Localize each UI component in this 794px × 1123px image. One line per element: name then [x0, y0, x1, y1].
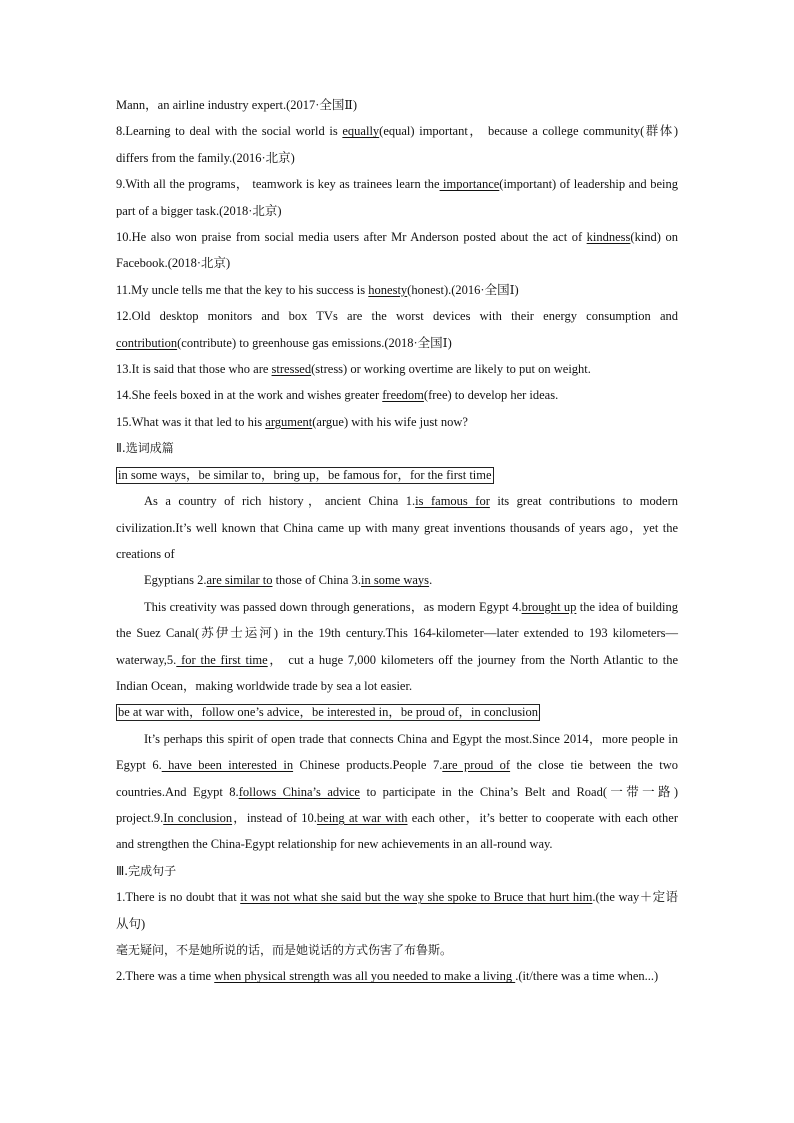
answer-blank: equally [342, 124, 380, 139]
answer-blank: importance [439, 177, 500, 192]
passage-paragraph-1: As a country of rich history，ancient China 1.is famous for its great contributions to modern civilization.It’s well known that China came up with many great inventions thousands of years ago，yet the creations of [116, 494, 678, 561]
word-box-1: in some ways，be similar to，bring up，be famous for，for the first time [118, 467, 492, 482]
sentence-1-translation: 毫无疑问，不是她所说的话，而是她说话的方式伤害了布鲁斯。 [116, 943, 453, 957]
item-9: 9.With all the programs， teamwork is key as trainees learn the importance(important) of leadership and being part of a bigger task.(2018·北京) [116, 177, 678, 218]
answer-blank: freedom [382, 388, 424, 403]
answer-blank: contribution [116, 335, 178, 350]
answer-blank: In conclusion [163, 810, 233, 825]
word-box-1-row [116, 462, 678, 488]
section-2-heading: Ⅱ.选词成篇 [116, 441, 174, 456]
answer-blank: is famous for [415, 494, 490, 509]
answer-blank: are similar to [206, 573, 273, 588]
word-box-2-row [116, 699, 678, 725]
answer-blank: follows China’s advice [238, 784, 360, 799]
passage-paragraph-3: This creativity was passed down through generations，as modern Egypt 4.brought up the idea of building the Suez Canal(苏伊士运河) in the 19th century.This 164-kilometer—later extended to 193 kilometers—waterway,5. for the first time， cut a huge 7,000 kilometers off the journey from the North Atlantic to the Indian Ocean，making worldwide trade by sea a lot easier. [116, 599, 679, 693]
passage-paragraph-4: It’s perhaps this spirit of open trade that connects China and Egypt the most.Since 2014，more people in Egypt 6. have been interested in Chinese products.People 7.are proud of the close tie between the two countries.And Egypt 8.follows China’s advice to participate in the China’s Belt and Road(一带一路) project.9.In conclusion，instead of 10.being at war with each other，it’s better to cooperate with each other and strengthen the China-Egypt relationship for new achievements in an all-round way. [116, 731, 678, 852]
passage-paragraph-2: Egyptians 2.are similar to those of China 3.in some ways. [144, 573, 433, 588]
answer-blank: are proud of [442, 758, 511, 773]
answer-blank: being at war with [316, 810, 408, 825]
sentence-1: 1.There is no doubt that it was not what she said but the way she spoke to Bruce that hurt him.(the way＋定语从句) [116, 890, 678, 931]
word-box-2: be at war with，follow one’s advice，be interested in，be proud of，in conclusion [118, 705, 539, 720]
item-10: 10.He also won praise from social media users after Mr Anderson posted about the act of kindness(kind) on Facebook.(2018·北京) [116, 230, 678, 271]
item-8: 8.Learning to deal with the social world is equally(equal) important， because a college community(群体) differs from the family.(2016·北京) [116, 124, 678, 165]
document-content [116, 92, 678, 990]
item-11: 11.My uncle tells me that the key to his success is honesty(honest).(2016·全国Ⅰ) [116, 282, 519, 297]
answer-blank: kindness [586, 230, 631, 245]
item-12: 12.Old desktop monitors and box TVs are the worst devices with their energy consumption and contribution(contribute) to greenhouse gas emissions.(2018·全国Ⅰ) [116, 309, 678, 350]
answer-blank: stressed [271, 362, 312, 377]
answer-blank: it was not what she said but the way she spoke to Bruce that hurt him [240, 890, 593, 905]
answer-blank: in some ways [361, 573, 430, 588]
answer-blank: have been interested in [161, 758, 294, 773]
section-3-heading: Ⅲ.完成句子 [116, 863, 177, 878]
sentence-2: 2.There was a time when physical strength was all you needed to make a living .(it/there was a time when...) [116, 969, 659, 984]
answer-blank: brought up [521, 599, 577, 614]
item-7-tail: Mann，an airline industry expert.(2017·全国Ⅱ) [116, 98, 358, 112]
answer-blank: for the first time [176, 652, 268, 667]
item-13: 13.It is said that those who are stressed(stress) or working overtime are likely to put on weight. [116, 362, 591, 377]
answer-blank: argument [265, 414, 313, 429]
answer-blank: when physical strength was all you needed to make a living [214, 969, 516, 984]
item-15: 15.What was it that led to his argument(argue) with his wife just now? [116, 414, 468, 429]
item-14: 14.She feels boxed in at the work and wishes greater freedom(free) to develop her ideas. [116, 388, 559, 403]
answer-blank: honesty [368, 282, 408, 297]
